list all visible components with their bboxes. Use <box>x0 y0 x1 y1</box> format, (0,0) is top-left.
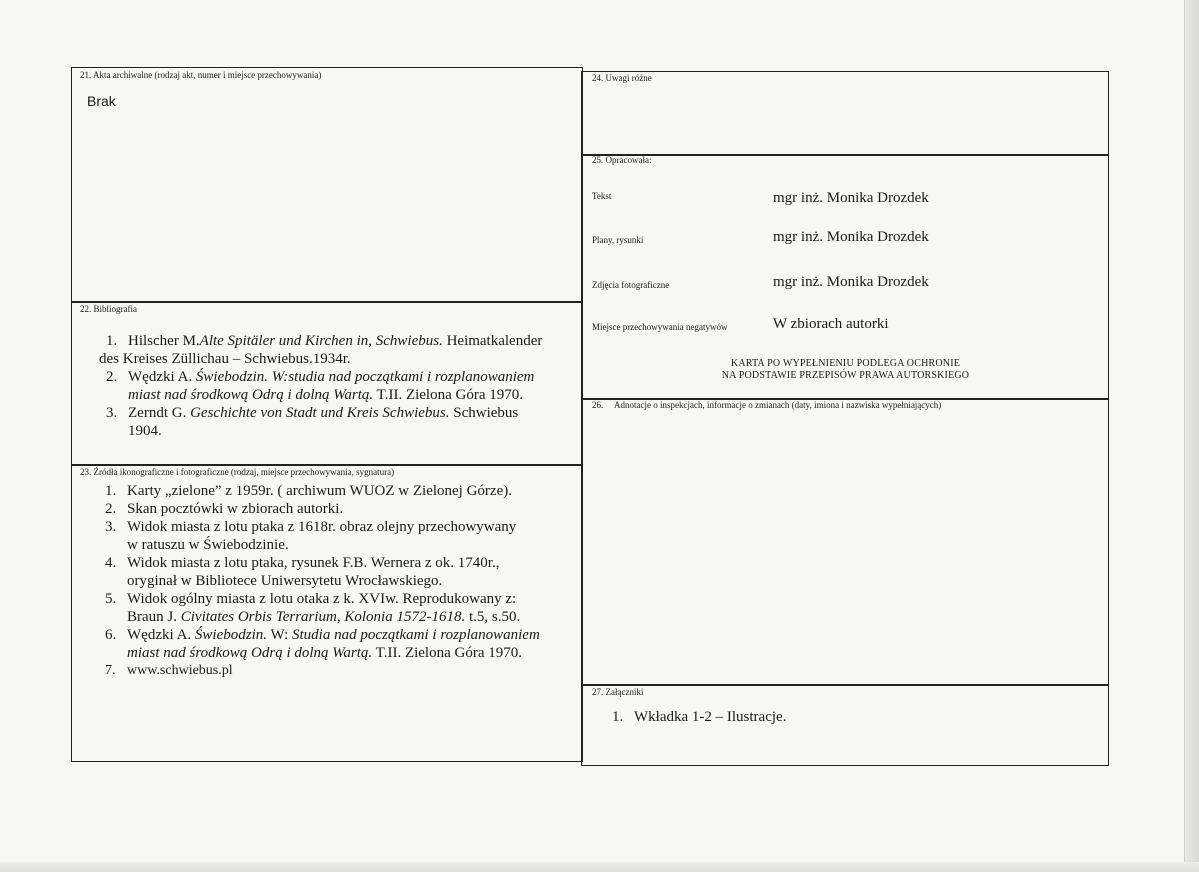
bib-author: Zerndt G. <box>128 405 191 421</box>
list-number: 3. <box>105 519 117 535</box>
list-number: 1. <box>105 483 117 499</box>
source-text: Braun J. <box>127 609 181 625</box>
list-item-continuation <box>127 572 540 590</box>
source-text: W: <box>267 627 292 643</box>
prepared-plans-value: mgr inż. Monika Drozdek <box>773 229 929 245</box>
source-text: w ratuszu w Świebodzinie. <box>127 537 289 553</box>
prepared-photos-value: mgr inż. Monika Drozdek <box>773 274 929 290</box>
source-text: Skan pocztówki w zbiorach autorki. <box>127 501 344 517</box>
list-item-continuation <box>127 644 540 662</box>
list-number: 6. <box>105 627 117 643</box>
source-url: www.schwiebus.pl <box>127 663 233 678</box>
list-item <box>105 554 540 572</box>
list-item <box>106 368 542 386</box>
bib-source: T.II. Zielona Góra 1970. <box>373 387 523 403</box>
source-text: Widok miasta z lotu ptaka, rysunek F.B. Wernera z ok. 1740r., <box>127 555 500 571</box>
list-number: 3. <box>106 405 118 421</box>
bib-author: Wędzki A. <box>128 369 196 385</box>
list-item-continuation <box>128 386 542 404</box>
list-item <box>105 482 540 500</box>
section-24-header: 24. Uwagi różne <box>592 73 652 83</box>
source-text: Karty „zielone” z 1959r. ( archiwum WUOZ w Zielonej Górze). <box>127 483 512 499</box>
prepared-photos-label: Zdjęcia fotograficzne <box>592 280 670 290</box>
source-text: Widok ogólny miasta z lotu otaka z k. XVIw. Reprodukowany z: <box>127 591 517 607</box>
list-item-continuation <box>127 608 540 626</box>
list-number: 5. <box>105 591 117 607</box>
bib-title: Geschichte von Stadt und Kreis Schwiebus. <box>190 405 450 421</box>
bib-author: Hilscher M. <box>128 333 200 349</box>
prepared-text-label: Tekst <box>592 191 612 201</box>
iconographic-sources-list <box>105 482 540 680</box>
list-item-continuation <box>127 536 540 554</box>
source-text: Widok miasta z lotu ptaka z 1618r. obraz olejny przechowywany <box>127 519 517 535</box>
bib-title: Świebodzin. W:studia nad początkami i rozplanowaniem <box>195 369 535 385</box>
list-item <box>105 518 540 536</box>
source-text: T.II. Zielona Góra 1970. <box>372 645 522 661</box>
list-item <box>105 500 540 518</box>
bib-source-cont: 1904. <box>128 423 162 439</box>
bibliography-list <box>99 332 543 440</box>
copyright-note-line1: KARTA PO WYPEŁNIENIU PODLEGA OCHRONIE <box>730 358 961 369</box>
list-number: 7. <box>105 663 116 678</box>
list-item-continuation <box>128 422 542 440</box>
source-text: oryginał w Bibliotece Uniwersytetu Wrocławskiego. <box>127 573 443 589</box>
section-26-box <box>581 398 1109 686</box>
negatives-location-value: W zbiorach autorki <box>773 316 889 332</box>
source-title: Civitates Orbis Terrarium, Kolonia 1572-1618. <box>180 609 466 625</box>
prepared-text-value: mgr inż. Monika Drozdek <box>773 190 929 206</box>
source-title: miast nad środkową Odrą i dolną Wartą. <box>127 645 373 661</box>
list-item <box>106 404 542 422</box>
list-number: 2. <box>105 501 117 517</box>
bib-source-cont: des Kreises Züllichau – Schwiebus.1934r. <box>99 351 351 367</box>
list-item-continuation <box>99 350 542 368</box>
list-item <box>612 708 787 726</box>
list-item <box>105 662 540 680</box>
source-title: Studia nad początkami i rozplanowaniem <box>292 627 540 643</box>
section-23-header: 23. Źródła ikonograficzne i fotograficzne (rodzaj, miejsce przechowywania, sygnatura) <box>80 467 395 477</box>
list-item <box>105 626 540 644</box>
section-26-header: 26. Adnotacje o inspekcjach, informacje o zmianach (daty, imiona i nazwiska wypełniających) <box>592 400 942 410</box>
section-21-header: 21. Akta archiwalne (rodzaj akt, numer i miejsce przechowywania) <box>80 70 322 80</box>
source-text: t.5, s.50. <box>465 609 521 625</box>
negatives-location-label: Miejsce przechowywania negatywów <box>592 322 728 332</box>
attachments-list <box>612 708 787 726</box>
bib-source: Schwiebus <box>449 405 519 421</box>
attachment-text: Wkładka 1-2 – Ilustracje. <box>634 709 787 725</box>
prepared-plans-label: Plany, rysunki <box>592 235 644 245</box>
list-item <box>105 590 540 608</box>
page-edge-bottom <box>0 862 1199 872</box>
list-number: 1. <box>106 333 118 349</box>
source-text: Wędzki A. <box>127 627 195 643</box>
copyright-note-line2: NA PODSTAWIE PRZEPISÓW PRAWA AUTORSKIEGO <box>721 370 970 381</box>
source-title: Świebodzin. <box>194 627 267 643</box>
list-number: 4. <box>105 555 117 571</box>
bib-source: Heimatkalender <box>442 333 543 349</box>
list-number: 1. <box>612 709 624 725</box>
list-item <box>106 332 543 350</box>
section-24-box <box>581 71 1109 156</box>
archival-records-value: Brak <box>87 93 116 109</box>
section-25-header: 25. Opracowała: <box>592 155 652 165</box>
page-edge <box>1184 0 1199 872</box>
bib-title-cont: miast nad środkową Odrą i dolną Wartą. <box>128 387 374 403</box>
bib-title: Alte Spitäler und Kirchen in, Schwiebus. <box>199 333 443 349</box>
section-27-header: 27. Załączniki <box>592 687 644 697</box>
section-21-box <box>71 67 583 303</box>
section-22-header: 22. Bibliografia <box>80 304 137 314</box>
list-number: 2. <box>106 369 118 385</box>
